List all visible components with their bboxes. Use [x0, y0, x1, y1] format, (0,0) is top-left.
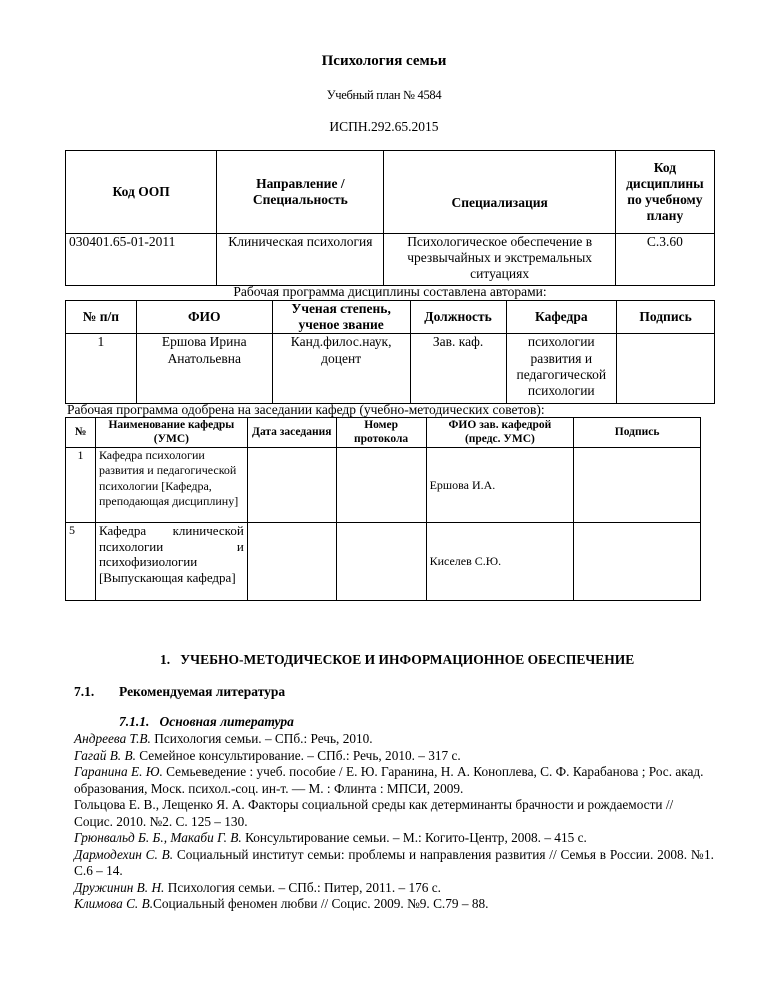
approval-row-protocol: [336, 448, 426, 523]
author-fio: Ершова Ирина Анатольевна: [136, 334, 272, 404]
header-degree: Ученая степень, ученое звание: [272, 301, 410, 334]
header-oop-code: Код ООП: [66, 151, 217, 234]
reference-item: [74, 731, 714, 748]
section-7-1-title: Рекомендуемая литература: [119, 684, 286, 699]
program-code: ИСПН.292.65.2015: [329, 119, 439, 134]
direction-value: Клиническая психология: [217, 234, 384, 286]
header-direction: Направление / Специальность: [217, 151, 384, 234]
header-head-fio: ФИО зав. кафедрой (предс. УМС): [426, 418, 574, 448]
section-1-heading: 1. УЧЕБНО-МЕТОДИЧЕСКОЕ И ИНФОРМАЦИОННОЕ ОБЕСПЕЧЕНИЕ: [160, 652, 635, 667]
specialization-value: Психологическое обеспечение в чрезвычайных и экстремальных ситуациях: [384, 234, 615, 286]
authors-caption: Рабочая программа дисциплины составлена авторами:: [233, 284, 547, 299]
header-approval-signature: Подпись: [574, 418, 701, 448]
reference-item: [74, 764, 714, 797]
approval-row-date: [247, 448, 336, 523]
reference-text: Консультирование семьи. – М.: Когито-Центр, 2008. – 415 с.: [241, 830, 587, 845]
approval-row-signature: [574, 448, 701, 523]
reference-text: Психология семьи. – СПб.: Речь, 2010.: [150, 731, 373, 746]
oop-code-value: 030401.65-01-2011: [66, 234, 217, 286]
program-info-table: [65, 150, 715, 286]
approval-row-date: [247, 523, 336, 601]
author-position: Зав. каф.: [410, 334, 506, 404]
author-department: психологии развития и педагогической психологии: [506, 334, 617, 404]
approval-row-department: Кафедра психологии развития и педагогической психологии [Кафедра, преподающая дисциплину]: [95, 448, 247, 523]
header-position: Должность: [410, 301, 506, 334]
reference-text: Семейное консультирование. – СПб.: Речь, 2010. – 317 с.: [135, 747, 461, 763]
approval-table: [65, 417, 701, 601]
section-7-1-1-heading: 7.1.1. Основная литература: [119, 714, 294, 729]
reference-item: [74, 748, 714, 765]
approval-row-head: Киселев С.Ю.: [426, 523, 574, 601]
reference-author: Гаранина Е. Ю.: [74, 764, 163, 779]
discipline-code-value: С.3.60: [615, 234, 714, 286]
author-number: 1: [66, 334, 137, 404]
approval-row-number: 5: [66, 523, 96, 601]
section-7-1-number: 7.1.: [74, 684, 95, 699]
reference-list: [74, 731, 714, 913]
reference-author: Дружинин В. Н.: [74, 879, 165, 895]
approval-row-head: Ершова И.А.: [426, 448, 574, 523]
reference-author: Климова С. В.: [74, 896, 154, 911]
header-department: Кафедра: [506, 301, 617, 334]
header-department-name: Наименование кафедры (УМС): [95, 418, 247, 448]
approval-row-protocol: [336, 523, 426, 601]
author-degree: Канд.филос.наук, доцент: [272, 334, 410, 404]
header-meeting-date: Дата заседания: [247, 418, 336, 448]
reference-item: [74, 880, 714, 897]
reference-author: Гагай В. В.: [74, 747, 136, 763]
document-title: Психология семьи: [321, 53, 447, 69]
header-specialization: Специализация: [384, 151, 615, 234]
reference-text: Социальный феномен любви // Социс. 2009. №9. С.79 – 88.: [153, 896, 489, 911]
reference-author: Андреева Т.В.: [74, 731, 151, 746]
reference-item: [74, 830, 714, 847]
reference-text: Психология семьи. – СПб.: Питер, 2011. – 176 с.: [164, 879, 441, 895]
header-protocol-number: Номер протокола: [336, 418, 426, 448]
header-number: № п/п: [66, 301, 137, 334]
reference-text: Семьеведение : учеб. пособие / Е. Ю. Гаранина, Н. А. Коноплева, С. Ф. Карабанова ; Рос. акад. образования, Моск. психол.-соц. ин-т. — М. : Флинта : МПСИ, 2009.: [74, 764, 704, 796]
reference-item: [74, 847, 714, 880]
header-discipline-code: Код дисциплины по учебному плану: [615, 151, 714, 234]
reference-text: Гольцова Е. В., Лещенко Я. А. Факторы социальной среды как детерминанты брачности и рождаемости // Социс. 2010. №2. С. 125 – 130.: [74, 797, 674, 829]
approval-caption: Рабочая программа одобрена на заседании кафедр (учебно-методических советов):: [67, 402, 545, 417]
reference-text: Социальный институт семьи: проблемы и направления развития // Семья в России. 2008. №1. С.6 – 14.: [74, 846, 714, 878]
reference-author: Грюнвальд Б. Б., Макаби Г. В.: [74, 830, 242, 845]
header-fio: ФИО: [136, 301, 272, 334]
approval-row-signature: [574, 523, 701, 601]
approval-row-number: 1: [66, 448, 96, 523]
approval-row-department: Кафедра клинической психологии и психофизиологии [Выпускающая кафедра]: [95, 523, 247, 601]
header-signature: Подпись: [617, 301, 715, 334]
reference-item: [74, 797, 714, 830]
study-plan-number: Учебный план № 4584: [326, 88, 442, 102]
reference-item: [74, 896, 714, 913]
reference-author: Дармодехин С. В.: [74, 846, 174, 862]
authors-table: [65, 300, 715, 404]
author-signature: [617, 334, 715, 404]
header-approval-number: №: [66, 418, 96, 448]
